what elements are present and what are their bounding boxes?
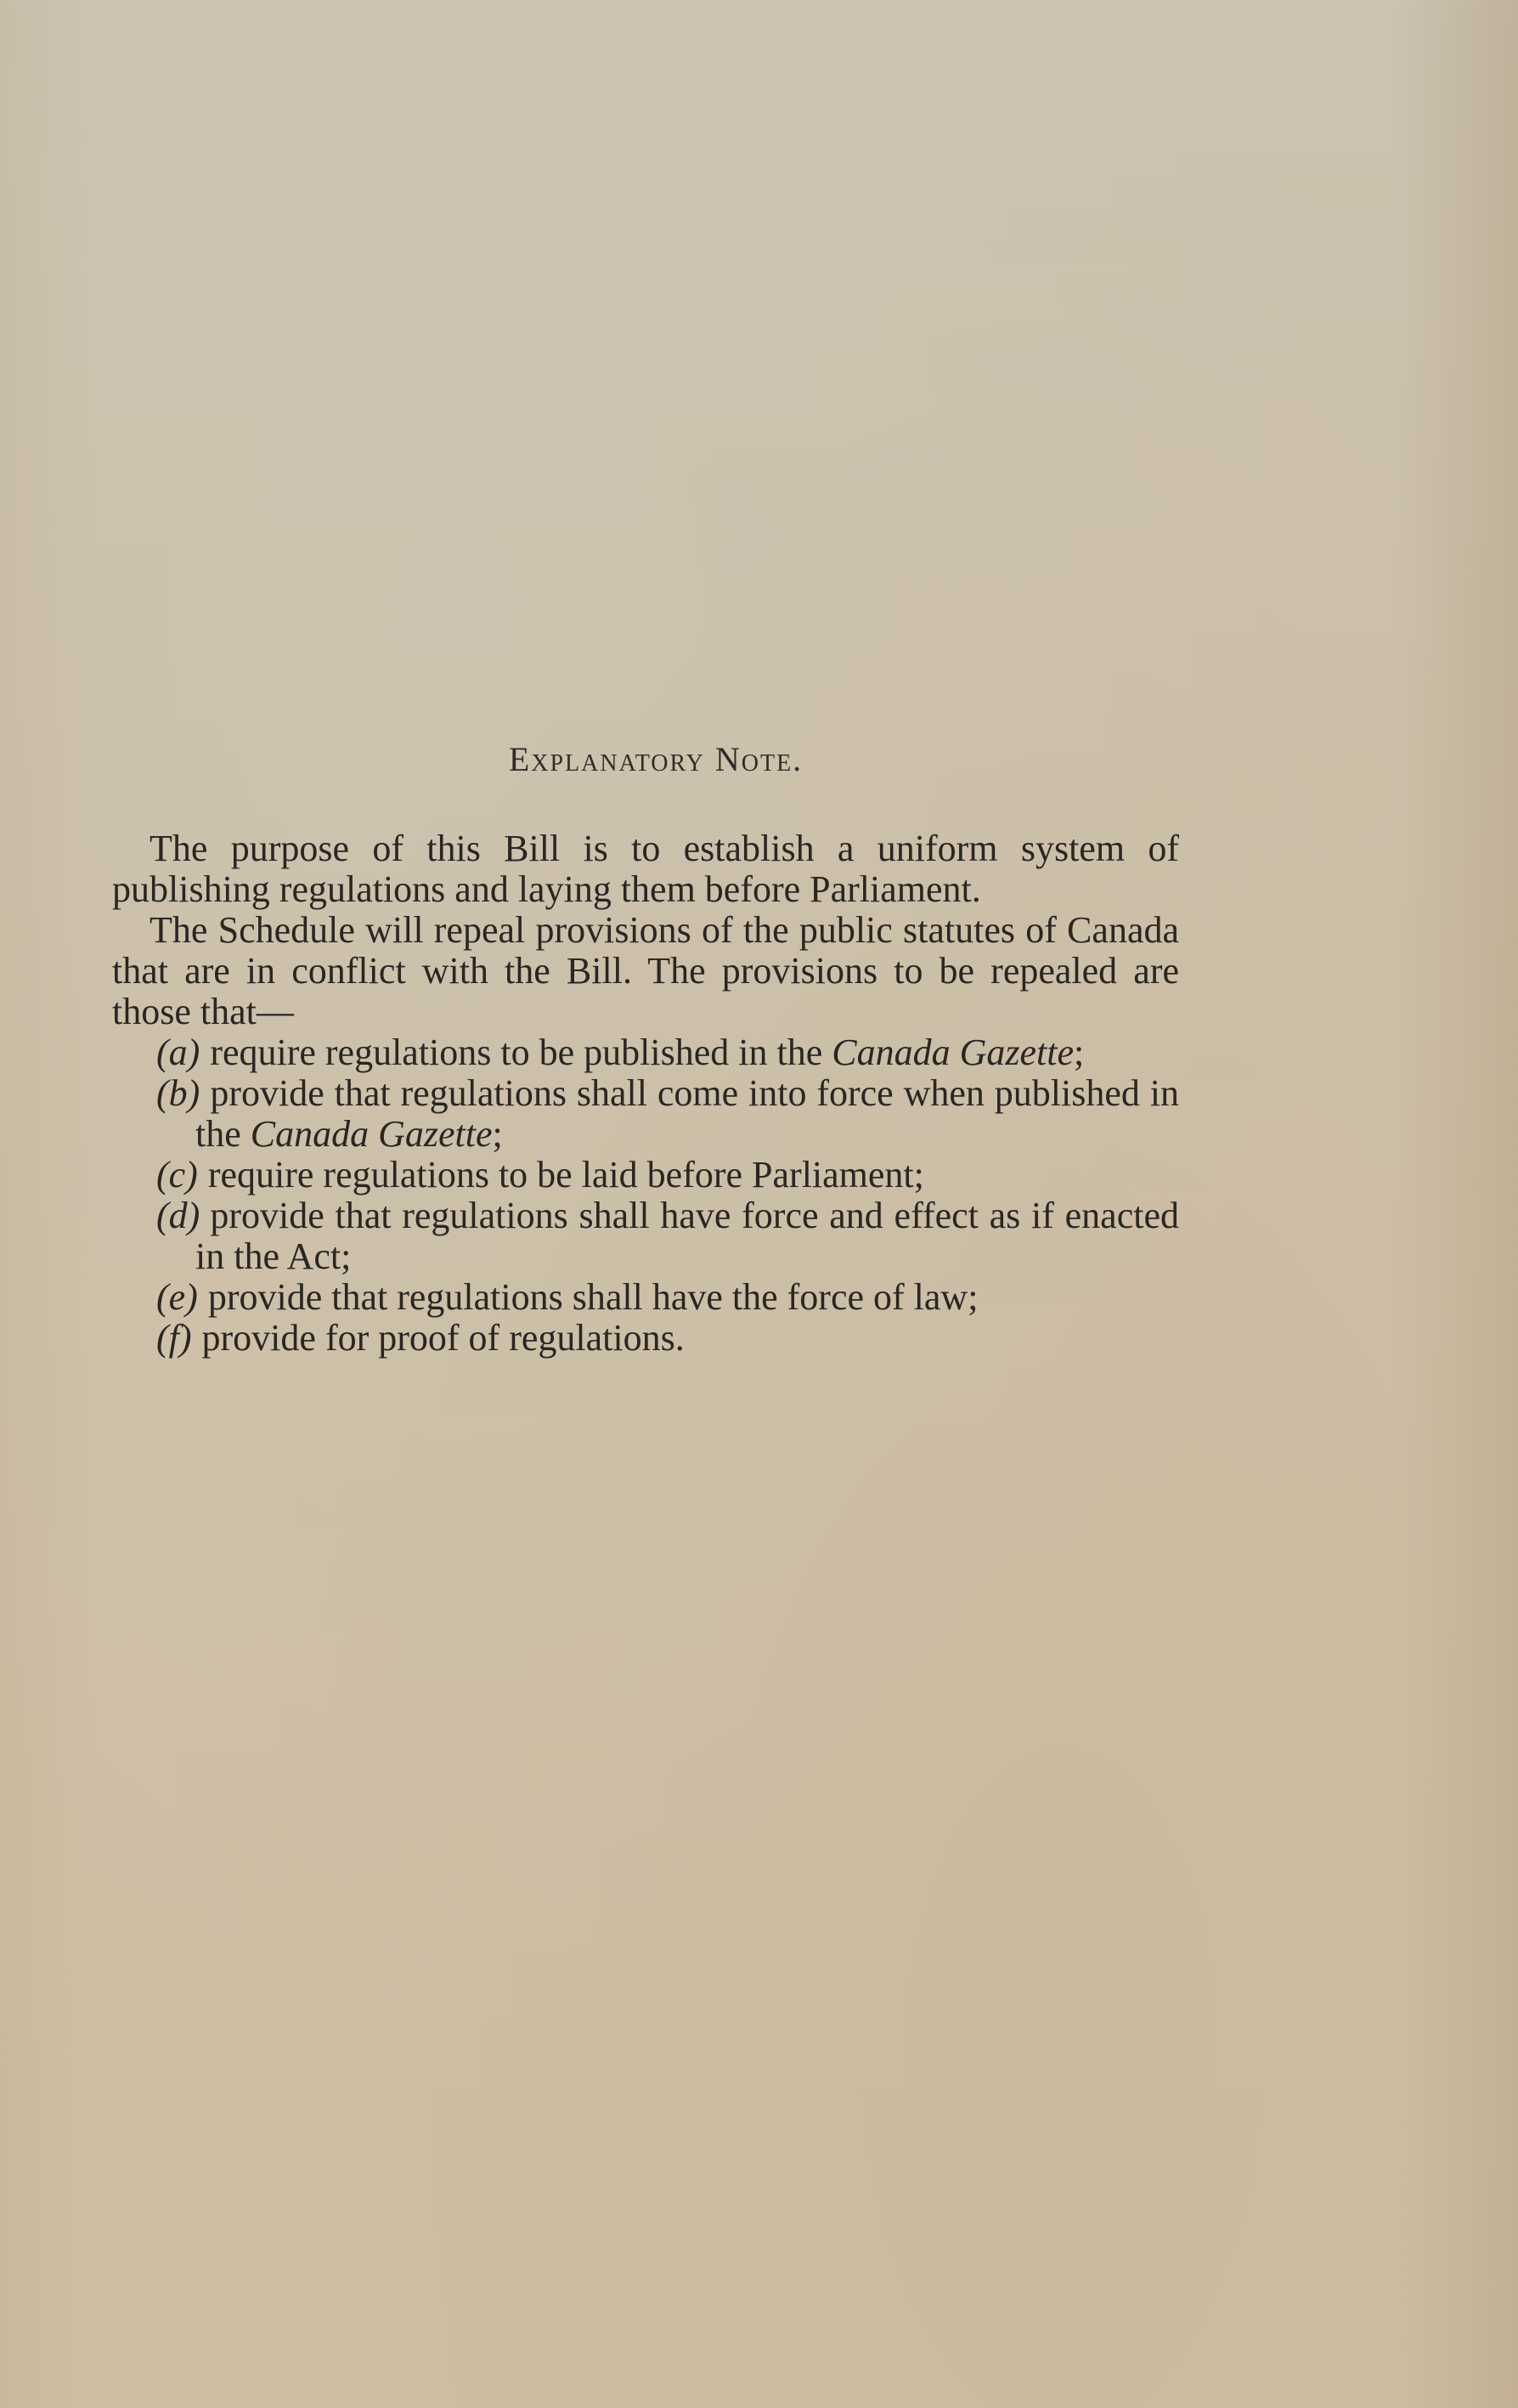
- item-letter: (b): [156, 1072, 200, 1114]
- list-item: [112, 1318, 1179, 1359]
- list-item: [112, 1073, 1179, 1155]
- item-text: require regulations to be laid before Parliament;: [207, 1154, 924, 1196]
- item-letter: (e): [156, 1276, 198, 1318]
- list-item: [112, 1277, 1179, 1318]
- list-item: [112, 1196, 1179, 1277]
- item-text-after: ;: [1074, 1032, 1085, 1073]
- repealed-provisions-list: [112, 1032, 1179, 1359]
- note-heading: Explanatory Note.: [508, 740, 804, 778]
- explanatory-note: [112, 739, 1179, 1359]
- item-text: provide for proof of regulations.: [201, 1317, 685, 1359]
- item-text: provide that regulations shall come into force when published in the: [195, 1072, 1179, 1155]
- list-item: [112, 1155, 1179, 1196]
- list-item: [112, 1032, 1179, 1073]
- item-text: require regulations to be published in the: [210, 1032, 823, 1073]
- item-italic-text: Canada Gazette: [832, 1032, 1075, 1073]
- purpose-paragraph: The purpose of this Bill is to establish a uniform system of publishing regulations and laying them before Parliament.: [112, 828, 1179, 910]
- item-text: provide that regulations shall have the force of law;: [207, 1276, 979, 1318]
- item-italic-text: Canada Gazette: [250, 1113, 493, 1155]
- item-letter: (d): [156, 1195, 200, 1236]
- item-letter: (a): [156, 1032, 200, 1073]
- item-letter: (f): [156, 1317, 192, 1359]
- item-text-after: ;: [492, 1113, 503, 1155]
- item-text: provide that regulations shall have force and effect as if enacted in the Act;: [195, 1195, 1179, 1277]
- schedule-paragraph: The Schedule will repeal provisions of the public statutes of Canada that are in conflict with the Bill. The provisions to be repealed are those that—: [112, 909, 1179, 1032]
- item-letter: (c): [156, 1154, 198, 1196]
